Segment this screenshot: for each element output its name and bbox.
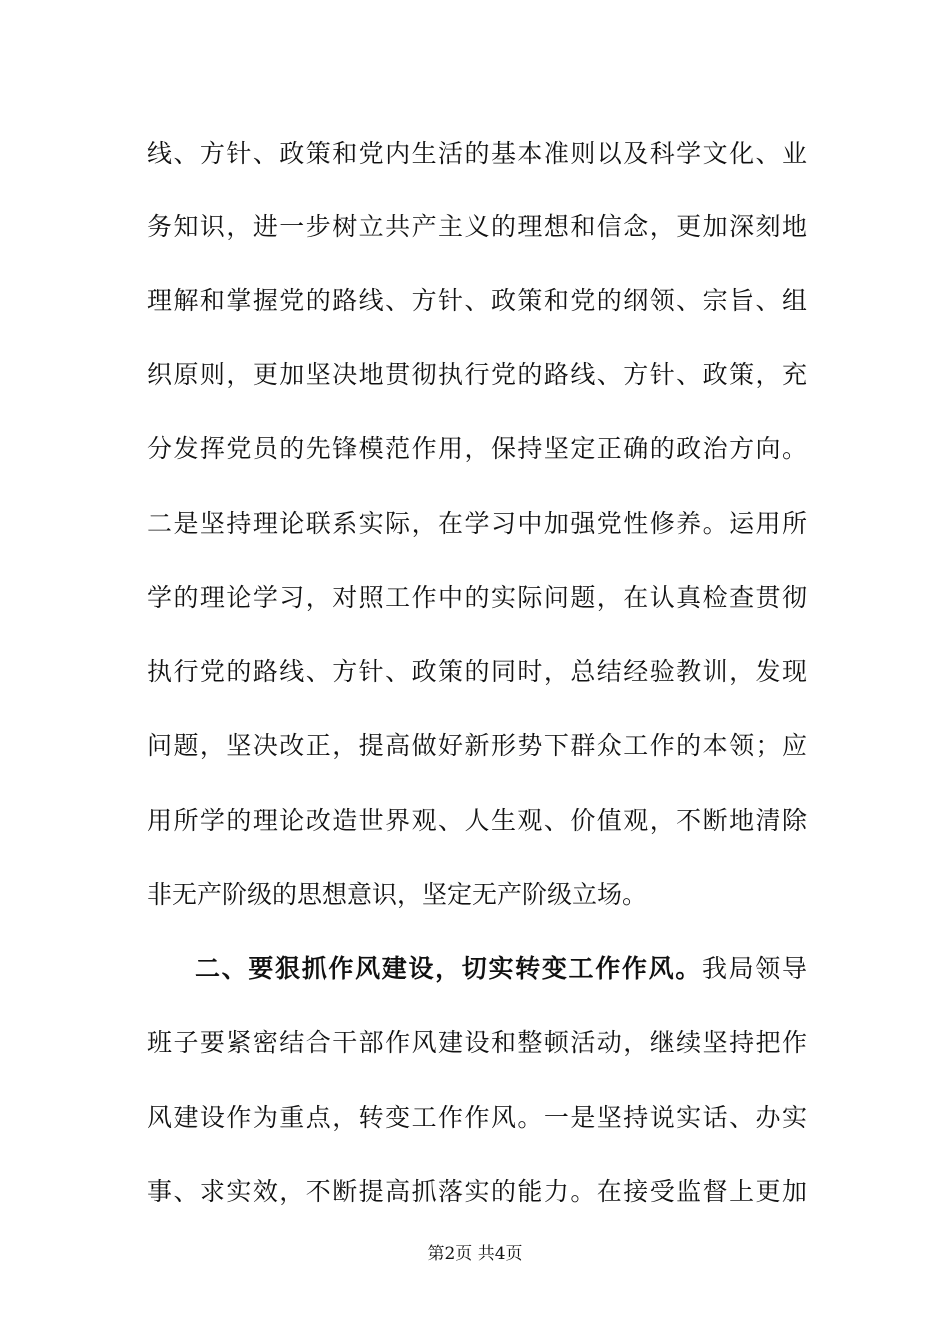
body-text-line: 线、方针、政策和党内生活的基本准则以及科学文化、业 (147, 139, 807, 168)
body-text-line: 分发挥党员的先锋模范作用，保持坚定正确的政治方向。 (147, 434, 807, 463)
body-text-line: 务知识，进一步树立共产主义的理想和信念，更加深刻地 (147, 212, 807, 241)
body-text-line: 学的理论学习，对照工作中的实际问题，在认真检查贯彻 (147, 583, 807, 612)
body-text-line: 二是坚持理论联系实际，在学习中加强党性修养。运用所 (147, 509, 807, 538)
body-text-line: 执行党的路线、方针、政策的同时，总结经验教训，发现 (147, 657, 807, 686)
body-text-line: 用所学的理论改造世界观、人生观、价值观，不断地清除 (147, 806, 807, 835)
body-text-line: 非无产阶级的思想意识，坚定无产阶级立场。 (147, 880, 648, 909)
body-text-line: 织原则，更加坚决地贯彻执行党的路线、方针、政策，充 (147, 360, 807, 389)
body-text-line: 问题，坚决改正，提高做好新形势下群众工作的本领；应 (147, 731, 807, 760)
section-heading: 二、要狠抓作风建设，切实转变工作作风。 (195, 954, 702, 983)
body-text-line: 风建设作为重点，转变工作作风。一是坚持说实话、办实 (147, 1103, 807, 1132)
heading-continuation: 我局领导 (701, 954, 807, 983)
body-text-line: 班子要紧密结合干部作风建设和整顿活动，继续坚持把作 (147, 1028, 807, 1057)
section-heading-line (195, 953, 807, 985)
body-text-line: 理解和掌握党的路线、方针、政策和党的纲领、宗旨、组 (147, 286, 807, 315)
page-number-footer: 第2页 共4页 (427, 1244, 523, 1264)
body-text-line: 事、求实效，不断提高抓落实的能力。在接受监督上更加 (147, 1177, 807, 1206)
